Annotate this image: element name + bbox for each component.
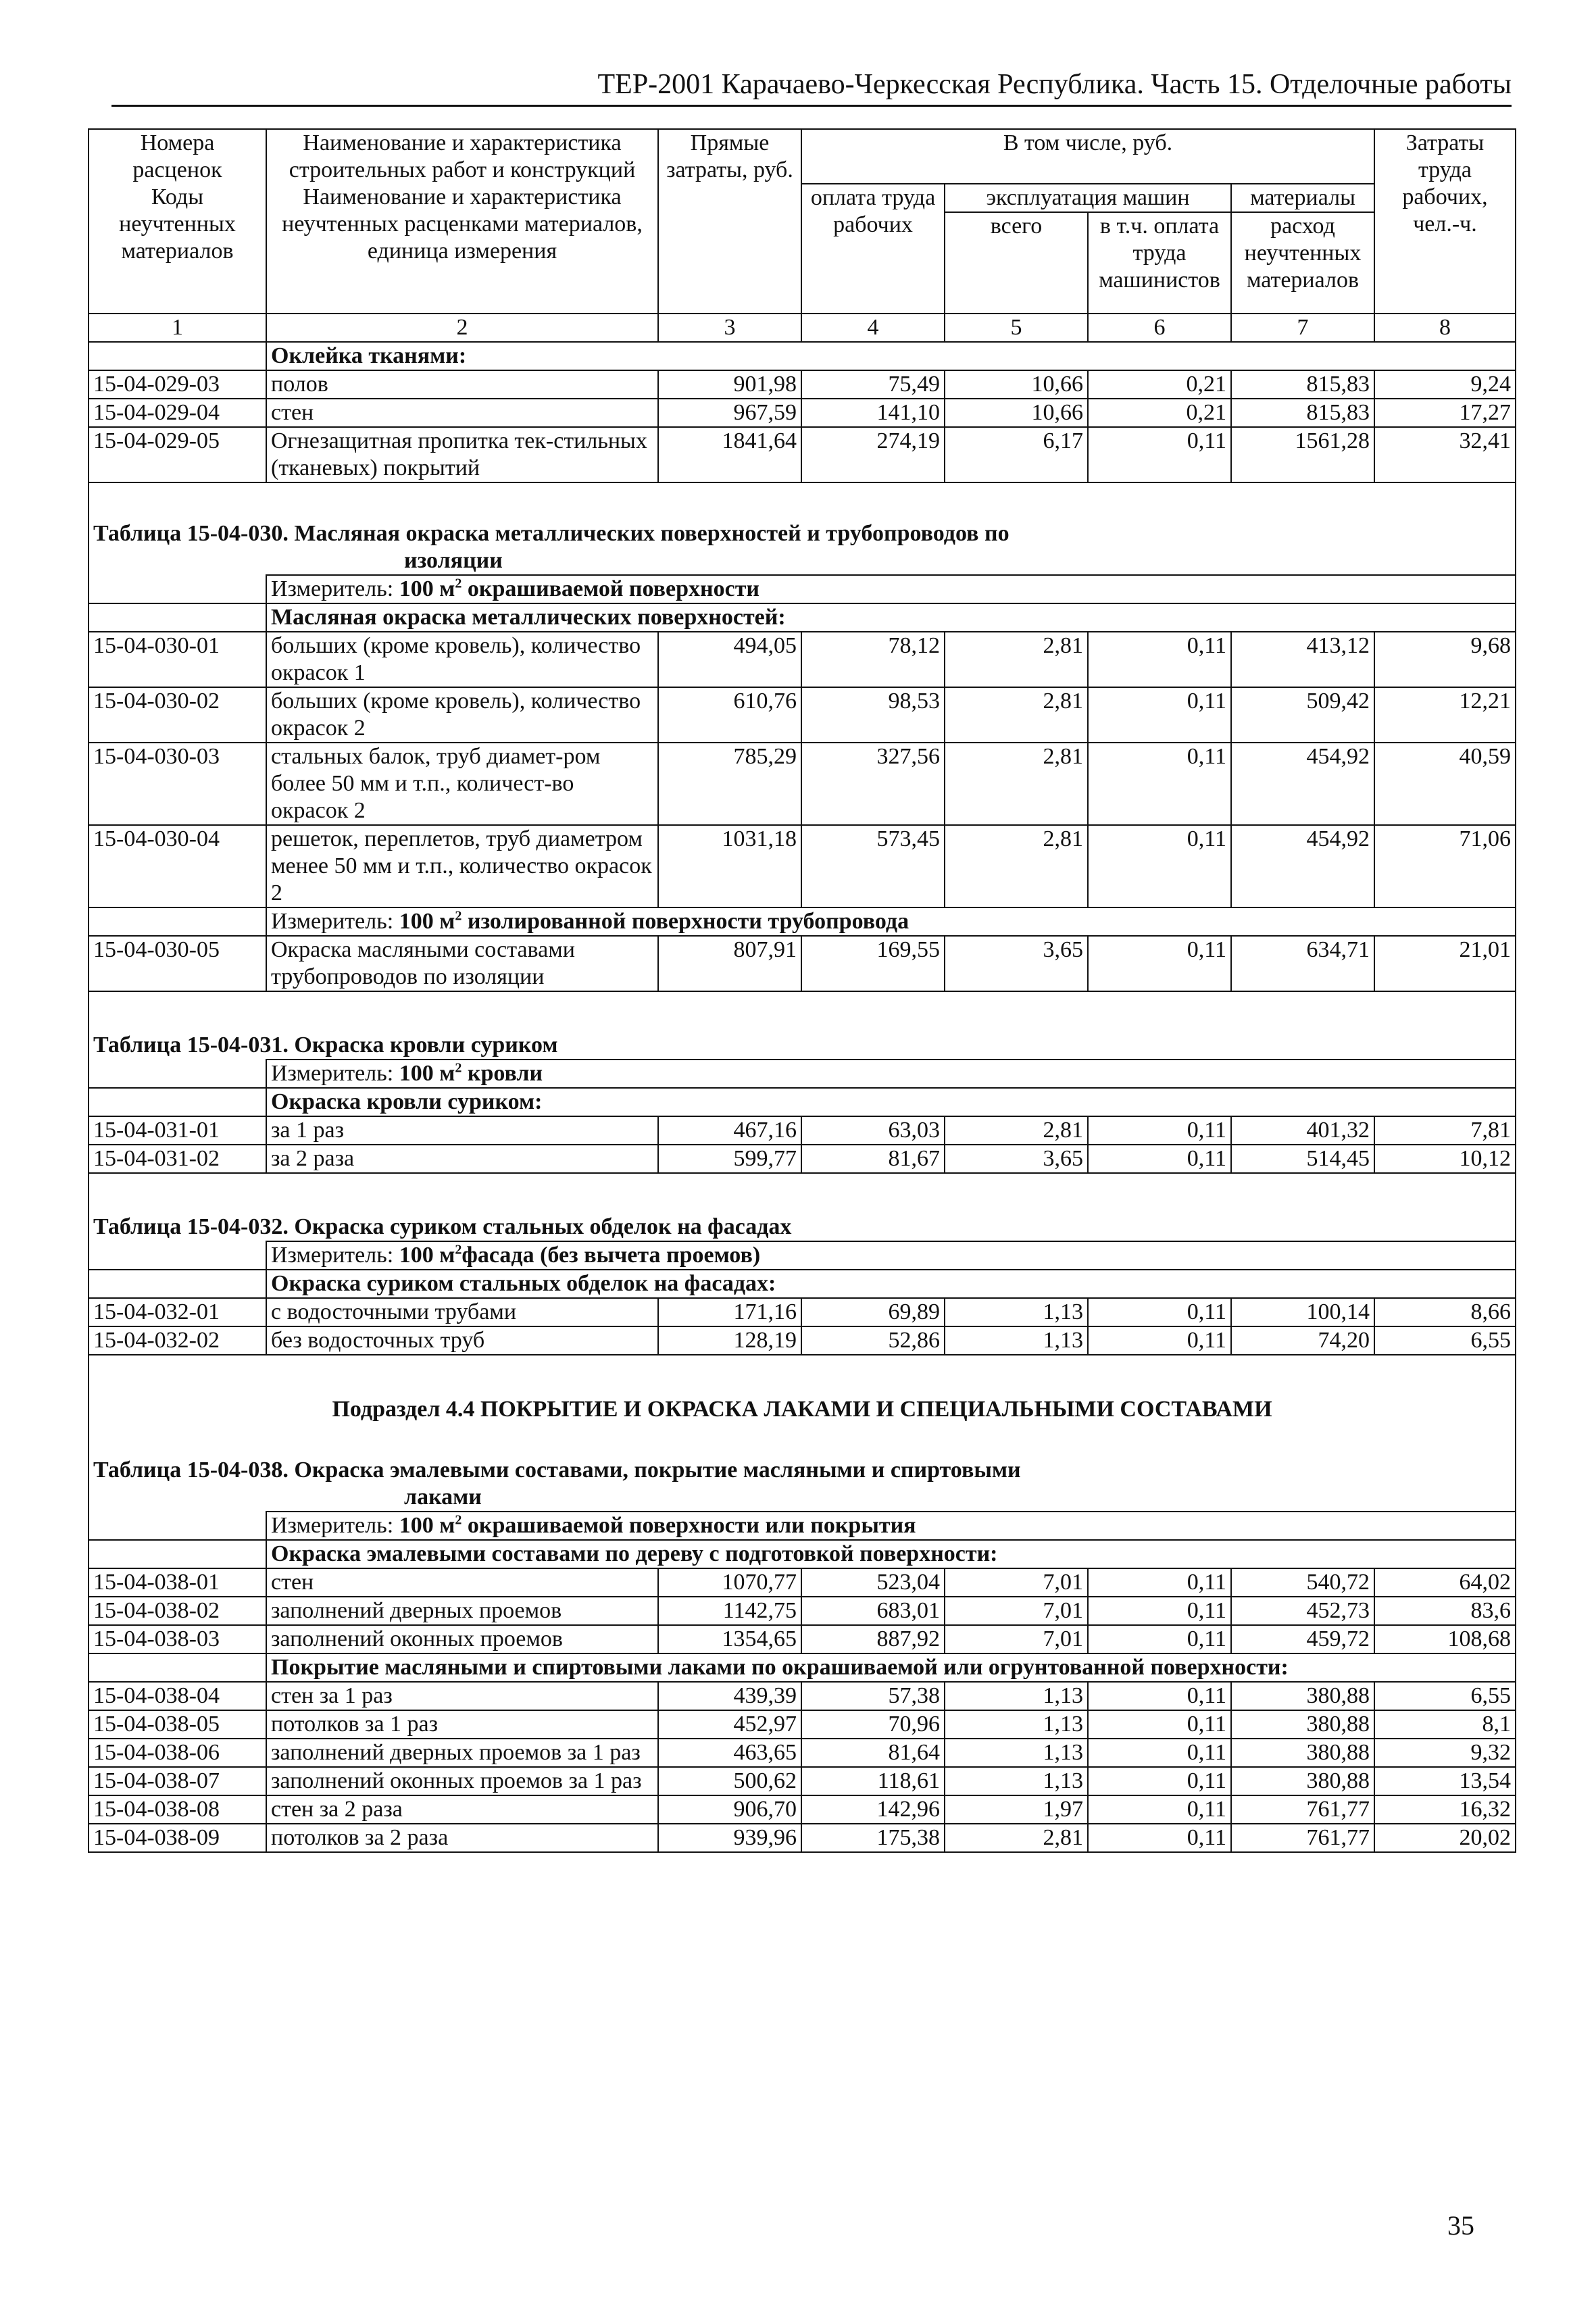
table-row	[89, 1597, 1516, 1625]
table-row	[89, 1795, 1516, 1824]
labor-hours: 20,02	[1374, 1824, 1516, 1852]
materials: 1561,28	[1231, 427, 1374, 482]
table-row	[89, 825, 1516, 907]
col-machines-wages-header: в т.ч. оплата труда машинистов	[1088, 212, 1231, 314]
direct-cost: 1070,77	[658, 1568, 801, 1597]
measure-row	[89, 1241, 1516, 1270]
work-name: стен за 2 раза	[266, 1795, 658, 1824]
table-header-row-1	[89, 129, 1516, 184]
machines-total: 1,13	[945, 1682, 1088, 1710]
materials: 815,83	[1231, 370, 1374, 399]
direct-cost: 171,16	[658, 1298, 801, 1326]
work-name: за 2 раза	[266, 1145, 658, 1173]
col-code-header: Номера расценок	[89, 129, 266, 184]
work-name: без водосточных труб	[266, 1326, 658, 1355]
machines-wages: 0,11	[1088, 1824, 1231, 1852]
rate-code: 15-04-032-01	[89, 1298, 266, 1326]
rate-code: 15-04-038-09	[89, 1824, 266, 1852]
col-num: 4	[801, 314, 945, 342]
labor-hours: 12,21	[1374, 687, 1516, 743]
rate-code: 15-04-032-02	[89, 1326, 266, 1355]
direct-cost: 1841,64	[658, 427, 801, 482]
machines-total: 2,81	[945, 825, 1088, 907]
direct-cost: 467,16	[658, 1116, 801, 1145]
work-name: больших (кроме кровель), количество окрасок 2	[266, 687, 658, 743]
table-030-rows	[89, 632, 1516, 907]
table-row	[89, 1824, 1516, 1852]
col-num: 1	[89, 314, 266, 342]
header-title: ТЕР-2001 Карачаево-Черкесская Республика. Часть 15. Отделочные работы	[597, 69, 1512, 100]
table-038-rows-1	[89, 1568, 1516, 1653]
materials: 401,32	[1231, 1116, 1374, 1145]
labor-hours: 6,55	[1374, 1326, 1516, 1355]
machines-total: 7,01	[945, 1625, 1088, 1653]
table-031-title-row	[89, 1032, 1516, 1060]
direct-cost: 452,97	[658, 1710, 801, 1739]
machines-total: 2,81	[945, 687, 1088, 743]
work-name: решеток, переплетов, труб диаметром менее 50 мм и т.п., количество окрасок 2	[266, 825, 658, 907]
direct-cost: 939,96	[658, 1824, 801, 1852]
section-row	[89, 1540, 1516, 1568]
rate-code: 15-04-029-04	[89, 399, 266, 427]
machines-wages: 0,11	[1088, 1767, 1231, 1795]
direct-cost: 128,19	[658, 1326, 801, 1355]
work-name: заполнений дверных проемов	[266, 1597, 658, 1625]
wages: 52,86	[801, 1326, 945, 1355]
rates-table	[88, 128, 1516, 1853]
machines-total: 10,66	[945, 370, 1088, 399]
table-row	[89, 1767, 1516, 1795]
machines-total: 7,01	[945, 1568, 1088, 1597]
machines-wages: 0,11	[1088, 825, 1231, 907]
machines-wages: 0,11	[1088, 1116, 1231, 1145]
machines-wages: 0,11	[1088, 936, 1231, 991]
machines-total: 3,65	[945, 1145, 1088, 1173]
col-num: 8	[1374, 314, 1516, 342]
labor-hours: 16,32	[1374, 1795, 1516, 1824]
labor-hours: 32,41	[1374, 427, 1516, 482]
labor-hours: 10,12	[1374, 1145, 1516, 1173]
wages: 63,03	[801, 1116, 945, 1145]
direct-cost: 1354,65	[658, 1625, 801, 1653]
col-name-header: Наименование и характеристика строительных работ и конструкций	[266, 129, 658, 184]
direct-cost: 494,05	[658, 632, 801, 687]
machines-total: 2,81	[945, 1824, 1088, 1852]
table-032-title-row	[89, 1214, 1516, 1241]
wages: 78,12	[801, 632, 945, 687]
machines-total: 1,13	[945, 1739, 1088, 1767]
rate-code: 15-04-038-03	[89, 1625, 266, 1653]
machines-wages: 0,11	[1088, 1795, 1231, 1824]
running-header	[111, 64, 1512, 107]
materials: 634,71	[1231, 936, 1374, 991]
section-row	[89, 1653, 1516, 1682]
machines-total: 1,13	[945, 1710, 1088, 1739]
machines-wages: 0,11	[1088, 427, 1231, 482]
rate-code: 15-04-038-05	[89, 1710, 266, 1739]
wages: 69,89	[801, 1298, 945, 1326]
work-name: Огнезащитная пропитка тек-стильных (тканевых) покрытий	[266, 427, 658, 482]
rate-code: 15-04-038-07	[89, 1767, 266, 1795]
materials: 380,88	[1231, 1710, 1374, 1739]
direct-cost: 463,65	[658, 1739, 801, 1767]
measure-text: Измеритель: 100 $м^2$ изолированной поверхности трубопровода	[266, 907, 1516, 936]
table-030-title: Таблица 15-04-030. Масляная окраска металлических поверхностей и трубопроводов по	[93, 521, 1009, 546]
labor-hours: 83,6	[1374, 1597, 1516, 1625]
materials: 380,88	[1231, 1767, 1374, 1795]
table-row	[89, 1298, 1516, 1326]
direct-cost: 610,76	[658, 687, 801, 743]
machines-total: 2,81	[945, 743, 1088, 825]
labor-hours: 21,01	[1374, 936, 1516, 991]
table-038-title-cont: лаками	[404, 1485, 482, 1510]
col-machines-header: эксплуатация машин	[945, 184, 1231, 212]
col-name-subheader: Наименование и характеристика неучтенных расценками материалов, единица измерения	[266, 184, 658, 314]
machines-wages: 0,11	[1088, 1710, 1231, 1739]
materials: 509,42	[1231, 687, 1374, 743]
labor-hours: 8,66	[1374, 1298, 1516, 1326]
work-name: стен	[266, 399, 658, 427]
materials: 74,20	[1231, 1326, 1374, 1355]
labor-hours: 40,59	[1374, 743, 1516, 825]
work-name: заполнений оконных проемов за 1 раз	[266, 1767, 658, 1795]
machines-wages: 0,11	[1088, 687, 1231, 743]
measure-text: Измеритель: 100 $м^2фасада$ (без вычета проемов)	[266, 1241, 1516, 1270]
machines-wages: 0,11	[1088, 1568, 1231, 1597]
table-row	[89, 1326, 1516, 1355]
work-name: стальных балок, труб диамет-ром более 50 мм и т.п., количест-во окрасок 2	[266, 743, 658, 825]
machines-wages: 0,11	[1088, 1298, 1231, 1326]
column-numbers-row	[89, 314, 1516, 342]
section-row	[89, 1270, 1516, 1298]
wages: 70,96	[801, 1710, 945, 1739]
materials: 514,45	[1231, 1145, 1374, 1173]
wages: 81,67	[801, 1145, 945, 1173]
table-row	[89, 1116, 1516, 1145]
col-code-subheader: Коды неучтенных материалов	[89, 184, 266, 314]
col-num: 7	[1231, 314, 1374, 342]
wages: 175,38	[801, 1824, 945, 1852]
measure-text: Измеритель: 100 $м^2$ окрашиваемой поверхности или покрытия	[266, 1512, 1516, 1540]
direct-cost: 439,39	[658, 1682, 801, 1710]
page-number: 35	[1447, 2210, 1474, 2241]
table-038-title: Таблица 15-04-038. Окраска эмалевыми составами, покрытие масляными и спиртовыми	[93, 1458, 1021, 1483]
labor-hours: 64,02	[1374, 1568, 1516, 1597]
machines-total: 7,01	[945, 1597, 1088, 1625]
table-row	[89, 370, 1516, 399]
table-038-title-row	[89, 1457, 1516, 1512]
direct-cost: 599,77	[658, 1145, 801, 1173]
table-032-rows	[89, 1298, 1516, 1355]
direct-cost: 967,59	[658, 399, 801, 427]
direct-cost: 1142,75	[658, 1597, 801, 1625]
materials: 459,72	[1231, 1625, 1374, 1653]
measure-text: Измеритель: 100 $м^2$ кровли	[266, 1060, 1516, 1088]
work-name: больших (кроме кровель), количество окрасок 1	[266, 632, 658, 687]
measure-text: Измеритель: 100 $м^2$ окрашиваемой поверхности	[266, 575, 1516, 603]
col-incl-header: В том числе, руб.	[801, 129, 1374, 184]
wages: 118,61	[801, 1767, 945, 1795]
table-030-title-cont: изоляции	[404, 548, 503, 573]
work-name: Окраска масляными составами трубопроводов по изоляции	[266, 936, 658, 991]
col-direct-header: Прямые затраты, руб.	[658, 129, 801, 314]
col-num: 3	[658, 314, 801, 342]
machines-total: 6,17	[945, 427, 1088, 482]
table-031-title: Таблица 15-04-031. Окраска кровли суриком	[89, 1032, 1516, 1060]
machines-wages: 0,11	[1088, 1739, 1231, 1767]
subsection-title: Подраздел 4.4 ПОКРЫТИЕ И ОКРАСКА ЛАКАМИ И СПЕЦИАЛЬНЫМИ СОСТАВАМИ	[89, 1355, 1516, 1457]
col-wages-header: оплата труда рабочих	[801, 184, 945, 314]
materials: 454,92	[1231, 743, 1374, 825]
col-num: 6	[1088, 314, 1231, 342]
section-row	[89, 1088, 1516, 1116]
labor-hours: 108,68	[1374, 1625, 1516, 1653]
table-030-row5	[89, 936, 1516, 991]
work-name: полов	[266, 370, 658, 399]
machines-total: 2,81	[945, 632, 1088, 687]
work-name: стен за 1 раз	[266, 1682, 658, 1710]
table-row	[89, 1625, 1516, 1653]
machines-total: 3,65	[945, 936, 1088, 991]
work-name: за 1 раз	[266, 1116, 658, 1145]
block-029-rows	[89, 370, 1516, 482]
machines-total: 1,13	[945, 1326, 1088, 1355]
direct-cost: 901,98	[658, 370, 801, 399]
table-row	[89, 1710, 1516, 1739]
wages: 523,04	[801, 1568, 945, 1597]
materials: 100,14	[1231, 1298, 1374, 1326]
table-header-row-2	[89, 184, 1516, 212]
machines-wages: 0,11	[1088, 1145, 1231, 1173]
measure-row	[89, 1060, 1516, 1088]
wages: 683,01	[801, 1597, 945, 1625]
rate-code: 15-04-031-02	[89, 1145, 266, 1173]
direct-cost: 906,70	[658, 1795, 801, 1824]
col-num: 5	[945, 314, 1088, 342]
machines-total: 2,81	[945, 1116, 1088, 1145]
wages: 75,49	[801, 370, 945, 399]
rate-code: 15-04-030-02	[89, 687, 266, 743]
work-name: потолков за 1 раз	[266, 1710, 658, 1739]
rate-code: 15-04-029-03	[89, 370, 266, 399]
rate-code: 15-04-038-01	[89, 1568, 266, 1597]
direct-cost: 785,29	[658, 743, 801, 825]
rate-code: 15-04-038-04	[89, 1682, 266, 1710]
rate-code: 15-04-030-03	[89, 743, 266, 825]
machines-wages: 0,11	[1088, 1682, 1231, 1710]
materials: 454,92	[1231, 825, 1374, 907]
rate-code: 15-04-038-06	[89, 1739, 266, 1767]
labor-hours: 8,1	[1374, 1710, 1516, 1739]
table-row	[89, 687, 1516, 743]
labor-hours: 9,32	[1374, 1739, 1516, 1767]
materials: 380,88	[1231, 1682, 1374, 1710]
work-name: потолков за 2 раза	[266, 1824, 658, 1852]
measure-row	[89, 575, 1516, 603]
work-name: заполнений дверных проемов за 1 раз	[266, 1739, 658, 1767]
section-title: Масляная окраска металлических поверхностей:	[266, 603, 1516, 632]
machines-wages: 0,11	[1088, 1597, 1231, 1625]
work-name: с водосточными трубами	[266, 1298, 658, 1326]
direct-cost: 1031,18	[658, 825, 801, 907]
materials: 761,77	[1231, 1824, 1374, 1852]
table-038-rows-2	[89, 1682, 1516, 1852]
section-row	[89, 603, 1516, 632]
labor-hours: 9,24	[1374, 370, 1516, 399]
machines-wages: 0,21	[1088, 370, 1231, 399]
rate-code: 15-04-030-05	[89, 936, 266, 991]
labor-hours: 9,68	[1374, 632, 1516, 687]
materials: 540,72	[1231, 1568, 1374, 1597]
col-materials-sub-header: расход неучтенных материалов	[1231, 212, 1374, 314]
table-row	[89, 1568, 1516, 1597]
machines-wages: 0,11	[1088, 743, 1231, 825]
machines-total: 1,97	[945, 1795, 1088, 1824]
direct-cost: 500,62	[658, 1767, 801, 1795]
wages: 57,38	[801, 1682, 945, 1710]
labor-hours: 7,81	[1374, 1116, 1516, 1145]
spacer-row	[89, 991, 1516, 1032]
subsection-row	[89, 1355, 1516, 1457]
col-labor-header: Затраты труда рабочих, чел.-ч.	[1374, 129, 1516, 314]
rate-code: 15-04-031-01	[89, 1116, 266, 1145]
wages: 573,45	[801, 825, 945, 907]
rate-code: 15-04-038-02	[89, 1597, 266, 1625]
machines-total: 1,13	[945, 1767, 1088, 1795]
section-title: Покрытие масляными и спиртовыми лаками по окрашиваемой или огрунтованной поверхности:	[266, 1653, 1516, 1682]
work-name: стен	[266, 1568, 658, 1597]
section-title: Окраска эмалевыми составами по дереву с подготовкой поверхности:	[266, 1540, 1516, 1568]
wages: 274,19	[801, 427, 945, 482]
machines-wages: 0,21	[1088, 399, 1231, 427]
labor-hours: 17,27	[1374, 399, 1516, 427]
machines-wages: 0,11	[1088, 1326, 1231, 1355]
machines-wages: 0,11	[1088, 1625, 1231, 1653]
col-materials-header: материалы	[1231, 184, 1374, 212]
rate-code: 15-04-038-08	[89, 1795, 266, 1824]
table-row	[89, 743, 1516, 825]
work-name: заполнений оконных проемов	[266, 1625, 658, 1653]
section-title: Оклейка тканями:	[266, 342, 1516, 370]
materials: 413,12	[1231, 632, 1374, 687]
table-030-title-row	[89, 520, 1516, 575]
table-row	[89, 632, 1516, 687]
direct-cost: 807,91	[658, 936, 801, 991]
section-row	[89, 342, 1516, 370]
col-machines-total-header: всего	[945, 212, 1088, 314]
wages: 98,53	[801, 687, 945, 743]
wages: 142,96	[801, 1795, 945, 1824]
machines-total: 10,66	[945, 399, 1088, 427]
table-row	[89, 1145, 1516, 1173]
wages: 327,56	[801, 743, 945, 825]
measure-row	[89, 1512, 1516, 1540]
wages: 887,92	[801, 1625, 945, 1653]
wages: 81,64	[801, 1739, 945, 1767]
labor-hours: 13,54	[1374, 1767, 1516, 1795]
spacer-row	[89, 1173, 1516, 1214]
machines-wages: 0,11	[1088, 632, 1231, 687]
rate-code: 15-04-030-01	[89, 632, 266, 687]
table-031-rows	[89, 1116, 1516, 1173]
table-row	[89, 936, 1516, 991]
table-row	[89, 1739, 1516, 1767]
table-row	[89, 399, 1516, 427]
table-row	[89, 1682, 1516, 1710]
wages: 141,10	[801, 399, 945, 427]
labor-hours: 6,55	[1374, 1682, 1516, 1710]
materials: 761,77	[1231, 1795, 1374, 1824]
machines-total: 1,13	[945, 1298, 1088, 1326]
wages: 169,55	[801, 936, 945, 991]
col-num: 2	[266, 314, 658, 342]
materials: 452,73	[1231, 1597, 1374, 1625]
rate-code: 15-04-029-05	[89, 427, 266, 482]
measure-row	[89, 907, 1516, 936]
spacer-row	[89, 482, 1516, 520]
rate-code: 15-04-030-04	[89, 825, 266, 907]
section-title: Окраска суриком стальных обделок на фасадах:	[266, 1270, 1516, 1298]
materials: 815,83	[1231, 399, 1374, 427]
materials: 380,88	[1231, 1739, 1374, 1767]
table-032-title: Таблица 15-04-032. Окраска суриком стальных обделок на фасадах	[89, 1214, 1516, 1241]
table-row	[89, 427, 1516, 482]
section-title: Окраска кровли суриком:	[266, 1088, 1516, 1116]
labor-hours: 71,06	[1374, 825, 1516, 907]
